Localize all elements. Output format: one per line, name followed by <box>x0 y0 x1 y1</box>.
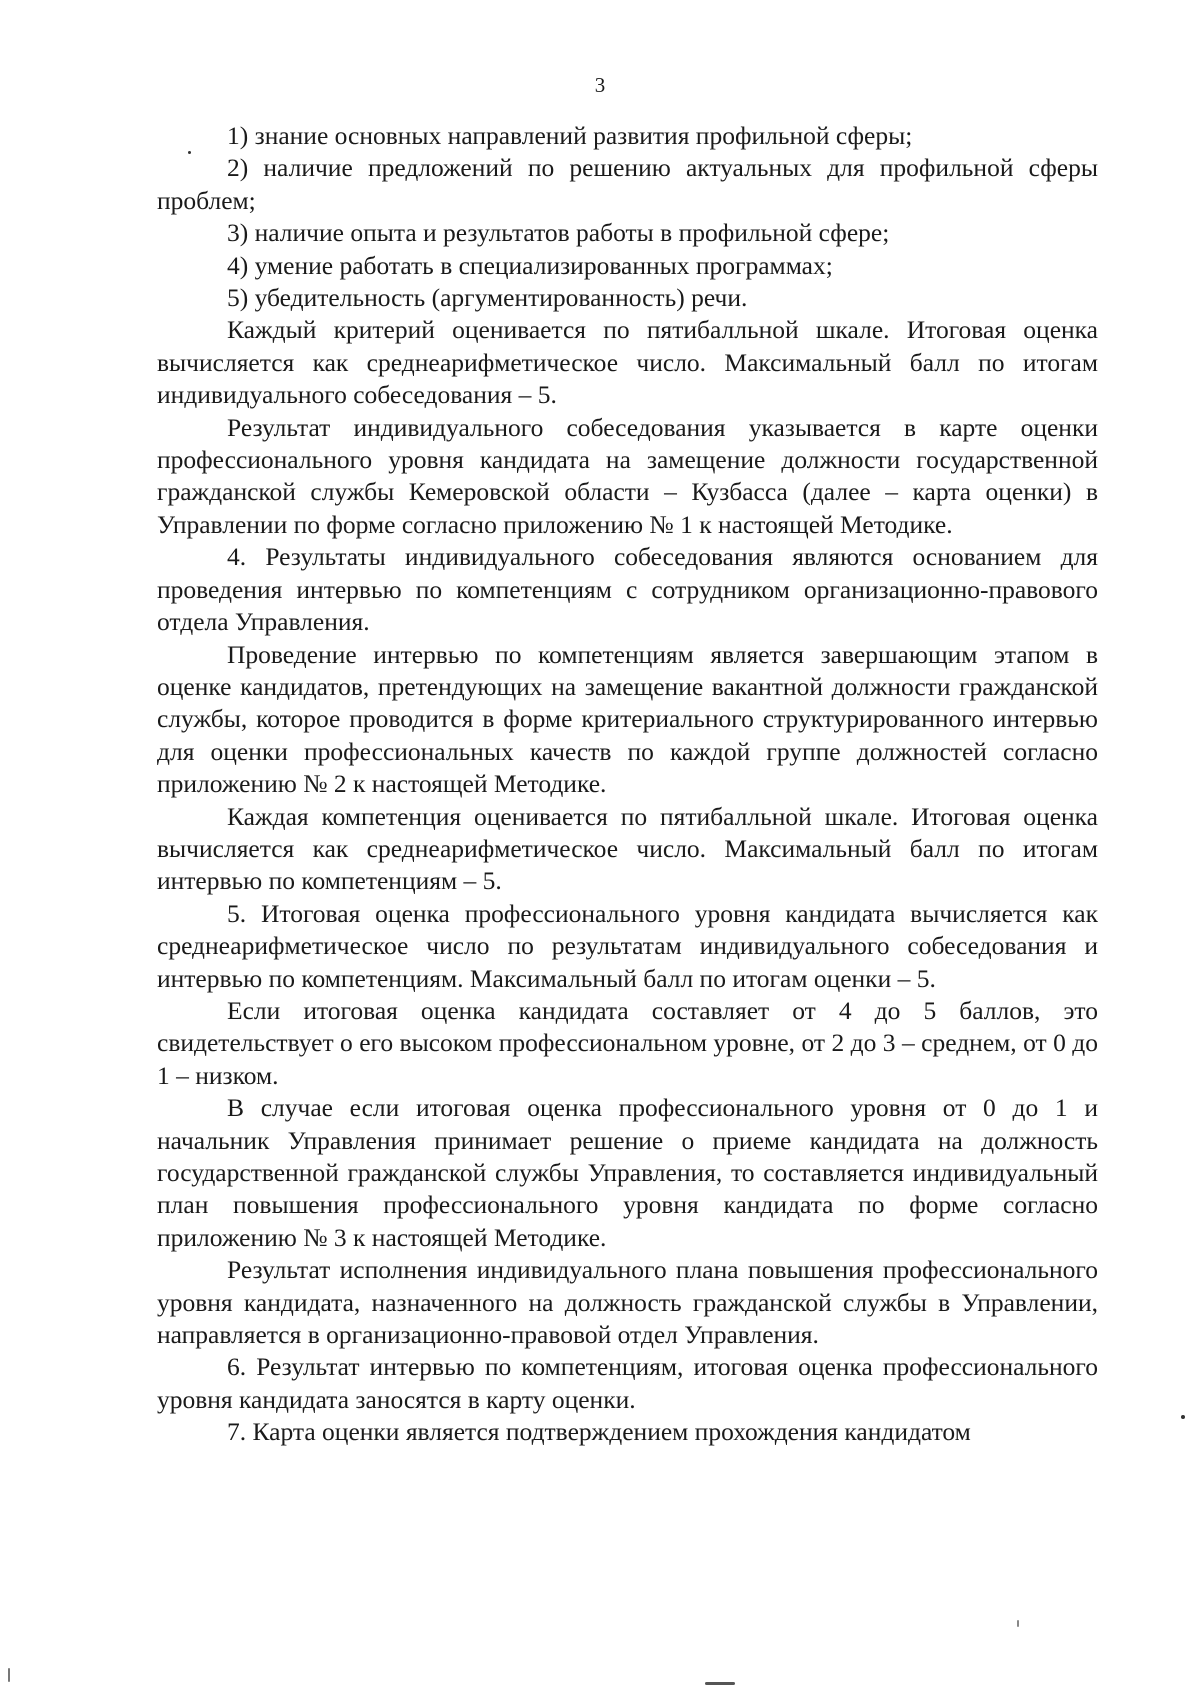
scan-speck <box>1017 1620 1019 1627</box>
paragraph-development-plan: В случае если итоговая оценка профессионального уровня от 0 до 1 и начальник Управления принимает решение о приеме кандидата на должность государственной гражданской службы Управления, то составляется индивидуальный план повышения профессионального уровня кандидата по форме согласно приложению № 3 к настоящей Методике. <box>157 1093 1098 1252</box>
paragraph-criterion-2: 2) наличие предложений по решению актуальных для профильной сферы проблем; <box>157 153 1098 215</box>
paragraph-score-levels: Если итоговая оценка кандидата составляет от 4 до 5 баллов, это свидетельствует о его высоком профессиональном уровне, от 2 до 3 – среднем, от 0 до 1 – низком. <box>157 995 1098 1090</box>
paragraph-section-6: 6. Результат интервью по компетенциям, итоговая оценка профессионального уровня кандидата заносятся в карту оценки. <box>157 1352 1098 1414</box>
paragraph-criterion-3: 3) наличие опыта и результатов работы в профильной сфере; <box>227 218 890 248</box>
paragraph-criterion-4: 4) умение работать в специализированных программах; <box>227 250 833 280</box>
paragraph-competency-interview: Проведение интервью по компетенциям является завершающим этапом в оценке кандидатов, претендующих на замещение вакантной должности гражданской службы, которое проводится в форме критериального структурированного интервью для оценки профессиональных качеств по каждой группе должностей согласно приложению № 2 к настоящей Методике. <box>157 639 1098 799</box>
scan-speck <box>8 1668 10 1682</box>
scan-speck <box>705 1682 735 1685</box>
paragraph-scoring-interview: Каждый критерий оценивается по пятибалльной шкале. Итоговая оценка вычисляется как среднеарифметическое число. Максимальный балл по итогам индивидуального собеседования – 5. <box>157 315 1098 410</box>
paragraph-scoring-competency: Каждая компетенция оценивается по пятибалльной шкале. Итоговая оценка вычисляется как среднеарифметическое число. Максимальный балл по итогам интервью по компетенциям – 5. <box>157 801 1098 896</box>
paragraph-criterion-1: 1) знание основных направлений развития профильной сферы; <box>227 121 913 150</box>
paragraph-section-4: 4. Результаты индивидуального собеседования являются основанием для проведения интервью по компетенциям с сотрудником организационно-правового отдела Управления. <box>157 542 1098 637</box>
paragraph-criterion-5: 5) убедительность (аргументированность) речи. <box>227 283 748 313</box>
scan-speck <box>1181 1415 1185 1419</box>
paragraph-section-7: 7. Карта оценки является подтверждением прохождения кандидатом <box>227 1417 971 1447</box>
paragraph-plan-result: Результат исполнения индивидуального плана повышения профессионального уровня кандидата, назначенного на должность гражданской службы в Управлении, направляется в организационно-правовой отдел Управления. <box>157 1255 1098 1350</box>
paragraph-interview-result: Результат индивидуального собеседования указывается в карте оценки профессионального уровня кандидата на замещение должности государственной гражданской службы Кемеровской области – Кузбасса (далее – карта оценки) в Управлении по форме согласно приложению № 1 к настоящей Методике. <box>157 412 1098 539</box>
paragraph-section-5: 5. Итоговая оценка профессионального уровня кандидата вычисляется как среднеарифметическое число по результатам индивидуального собеседования и интервью по компетенциям. Максимальный балл по итогам оценки – 5. <box>157 898 1098 993</box>
page-number: 3 <box>594 73 606 97</box>
document-body <box>157 120 1098 1449</box>
scan-speck <box>188 151 191 154</box>
